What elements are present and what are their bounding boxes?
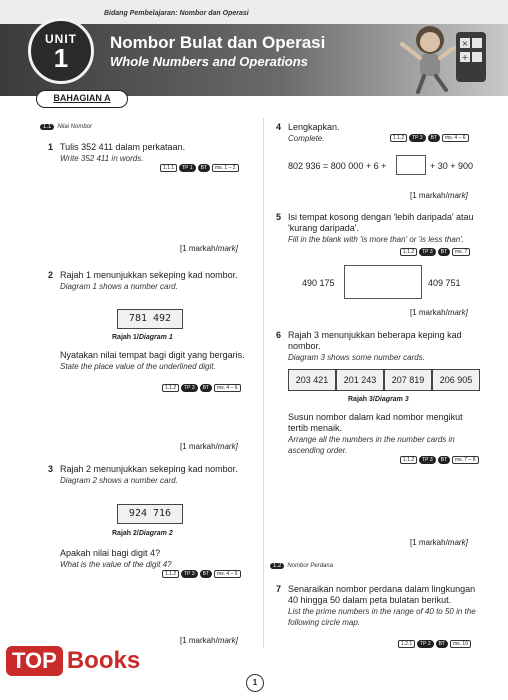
column-divider (263, 118, 264, 648)
question-3: 3 Rajah 2 menunjukkan sekeping kad nombor. Diagram 2 shows a number card. (60, 464, 250, 486)
question-5-badges: 1.1.2 TP 3 BT ms. 7 (398, 248, 470, 256)
diagram-2-caption: Rajah 2/Diagram 2 (112, 530, 173, 537)
question-3-mark: [1 markah/mark] (180, 636, 238, 645)
question-1-mark: [1 markah/mark] (180, 244, 238, 253)
number-cards-row (288, 369, 480, 391)
question-4-equation-right: + 30 + 900 (430, 161, 474, 171)
question-4-answer-box[interactable] (396, 155, 426, 175)
topic-tag-1-2: 1.2 Nombor Perdana (270, 563, 333, 569)
section-label: BAHAGIAN A (36, 90, 128, 108)
question-6-mark: [1 markah/mark] (410, 538, 468, 547)
question-2-mark: [1 markah/mark] (180, 442, 238, 451)
question-2-text-ms: Rajah 1 menunjukkan sekeping kad nombor. (60, 270, 238, 280)
number-card: 206 905 (432, 369, 480, 391)
question-3-text-en: Diagram 2 shows a number card. (60, 476, 178, 485)
page-number: 1 (246, 674, 264, 692)
question-3-text-ms: Rajah 2 menunjukkan sekeping kad nombor. (60, 464, 238, 474)
question-5-left-number: 490 175 (302, 278, 335, 288)
svg-text:×: × (461, 39, 469, 48)
unit-badge (28, 18, 94, 84)
question-7: 7 Senaraikan nombor perdana dalam lingkungan 40 hingga 50 dalam peta bulatan berikut. List the prime numbers in the range of 40 to 50 in the following circle map. (276, 584, 476, 627)
number-card-1: 781 492 (117, 309, 183, 329)
question-2-prompt: Nyatakan nilai tempat bagi digit yang bergaris. State the place value of the underlined digit. (60, 350, 245, 371)
question-5-answer-box[interactable] (344, 265, 422, 299)
question-1-badges: 1.1.1 TP 1 BT ms. 1 – 2 (158, 164, 239, 172)
question-2-badges: 1.1.2 TP 3 BT ms. 4 – 6 (160, 384, 241, 392)
question-6-prompt: Susun nombor dalam kad nombor mengikut tertib menaik. Arrange all the numbers in the number cards in ascending order. (288, 412, 463, 455)
number-card: 201 243 (336, 369, 384, 391)
mascot-illustration (388, 14, 498, 96)
unit-number: 1 (53, 43, 69, 73)
question-3-badges: 1.1.2 TP 3 BT ms. 4 – 6 (160, 570, 241, 578)
number-card-2: 924 716 (117, 504, 183, 524)
question-1-text-ms: Tulis 352 411 dalam perkataan. (60, 142, 186, 152)
unit-word: UNIT (45, 32, 77, 46)
question-7-badges: 1.2.1 TP 2 BT ms. 10 (396, 640, 471, 648)
question-6-badges: 1.1.2 TP 3 BT ms. 7 – 8 (398, 456, 479, 464)
question-6: 6 Rajah 3 menunjukkan beberapa keping kad nombor. Diagram 3 shows some number cards. (276, 330, 462, 362)
diagram-3-caption: Rajah 3/Diagram 3 (348, 396, 409, 403)
topbooks-logo: TOP Books (6, 646, 186, 686)
question-5-mark: [1 markah/mark] (410, 308, 468, 317)
question-2-text-en: Diagram 1 shows a number card. (60, 282, 178, 291)
question-3-prompt: Apakah nilai bagi digit 4? What is the value of the digit 4? (60, 548, 172, 569)
number-card: 203 421 (288, 369, 336, 391)
question-4: 4 Lengkapkan. Complete. (276, 122, 340, 143)
number-card: 207 819 (384, 369, 432, 391)
question-4-equation-left: 802 936 = 800 000 + 6 + (288, 161, 387, 171)
question-5: 5 Isi tempat kosong dengan 'lebih daripada' atau 'kurang daripada'. Fill in the blank with 'is more than' or 'is less than'. (276, 212, 474, 244)
question-1: 1 Tulis 352 411 dalam perkataan. Write 352 411 in words. (60, 142, 250, 164)
unit-title-en: Whole Numbers and Operations (110, 54, 308, 69)
question-2: 2 Rajah 1 menunjukkan sekeping kad nombor. Diagram 1 shows a number card. (60, 270, 250, 292)
question-1-text-en: Write 352 411 in words. (60, 154, 144, 163)
question-5-right-number: 409 751 (428, 278, 461, 288)
unit-title-ms: Nombor Bulat dan Operasi (110, 33, 326, 52)
svg-text:+: + (461, 53, 469, 62)
question-4-mark: [1 markah/mark] (410, 191, 468, 200)
learning-area-label: Bidang Pembelajaran: Nombor dan Operasi (104, 10, 249, 17)
question-4-badges: 1.1.2 TP 3 BT ms. 4 – 6 (388, 134, 469, 142)
diagram-1-caption: Rajah 1/Diagram 1 (112, 334, 173, 341)
topic-tag-1-1: 1.1 Nilai Nombor (40, 124, 92, 130)
